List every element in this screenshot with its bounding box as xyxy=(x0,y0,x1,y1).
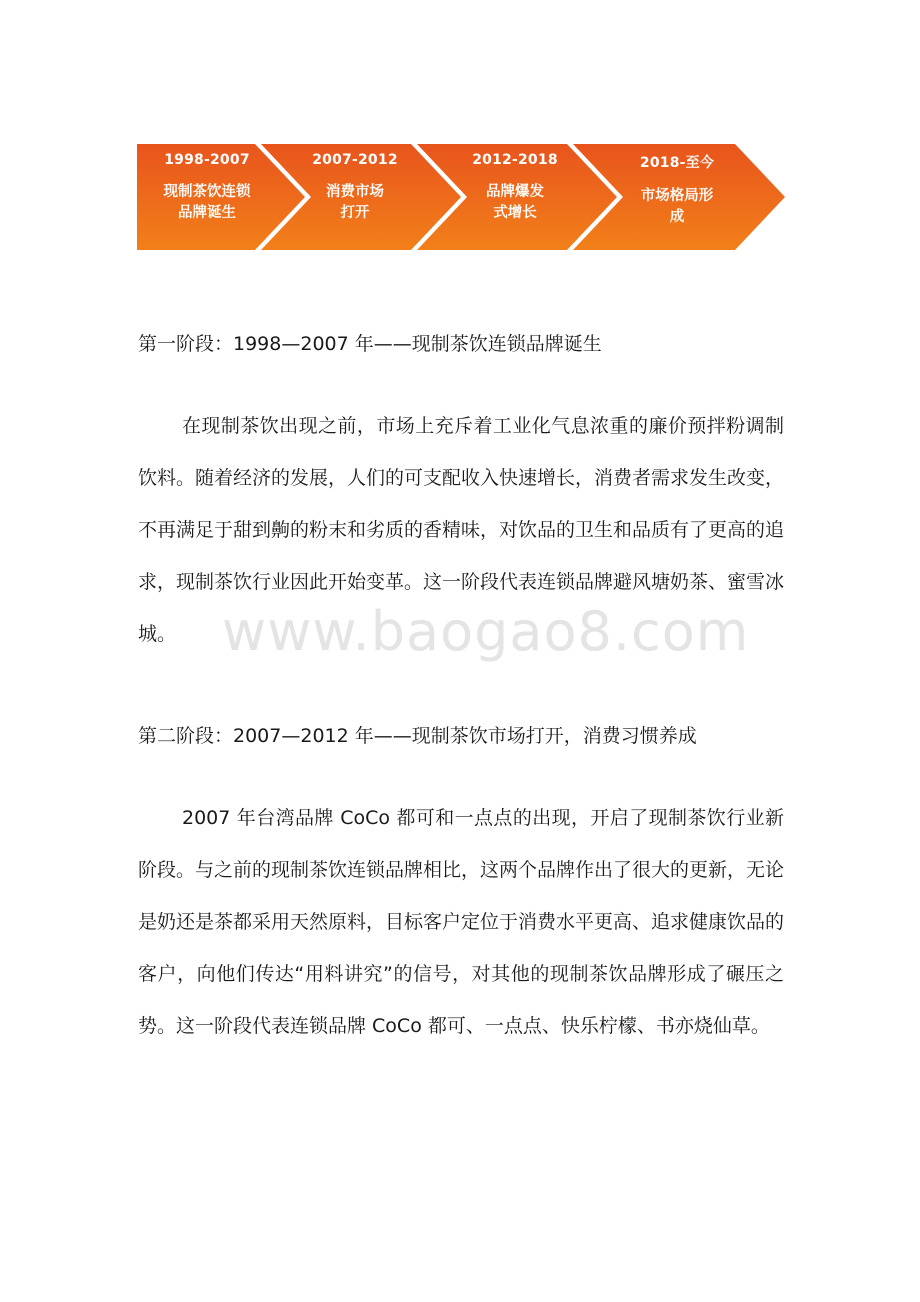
section-heading: 第二阶段：2007—2012 年——现制茶饮市场打开，消费习惯养成 xyxy=(138,725,697,747)
stage-years: 2018-至今 xyxy=(639,155,715,171)
section-heading: 第一阶段：1998—2007 年——现制茶饮连锁品牌诞生 xyxy=(138,333,602,355)
timeline-stage-1 xyxy=(145,152,269,224)
section-body: 在现制茶饮出现之前，市场上充斥着工业化气息浓重的廉价预拌粉调制饮料。随着经济的发展，人们的可支配收入快速增长，消费者需求发生改变，不再满足于甜到齁的粉末和劣质的香精味，对饮品的卫生和品质有了更高的追求，现制茶饮行业因此开始变革。这一阶段代表连锁品牌避风塘奶茶、蜜雪冰城。 xyxy=(138,415,785,645)
stage-description: 市场格局形 成 xyxy=(640,188,714,225)
timeline-stage-3 xyxy=(471,152,559,224)
timeline-stage-4 xyxy=(629,152,725,228)
stage-description: 品牌爆发 式增长 xyxy=(486,184,544,221)
stage-description: 现制茶饮连锁 品牌诞生 xyxy=(163,184,251,221)
stage-years: 2007-2012 xyxy=(312,152,398,168)
stage-description: 消费市场 打开 xyxy=(326,184,384,221)
section-body: 2007 年台湾品牌 CoCo 都可和一点点的出现，开启了现制茶饮行业新阶段。与之前的现制茶饮连锁品牌相比，这两个品牌作出了很大的更新，无论是奶还是茶都采用天然原料，目标客户定位于消费水平更高、追求健康饮品的客户，向他们传达“用料讲究”的信号，对其他的现制茶饮品牌形成了碾压之势。这一阶段代表连锁品牌 CoCo 都可、一点点、快乐柠檬、书亦烧仙草。 xyxy=(138,807,785,1037)
stage-years: 1998-2007 xyxy=(164,152,250,168)
timeline-banner xyxy=(137,144,785,250)
watermark: www.baogao8.com xyxy=(222,600,750,663)
stage-years: 2012-2018 xyxy=(472,152,558,168)
timeline-stage-2 xyxy=(311,152,399,224)
